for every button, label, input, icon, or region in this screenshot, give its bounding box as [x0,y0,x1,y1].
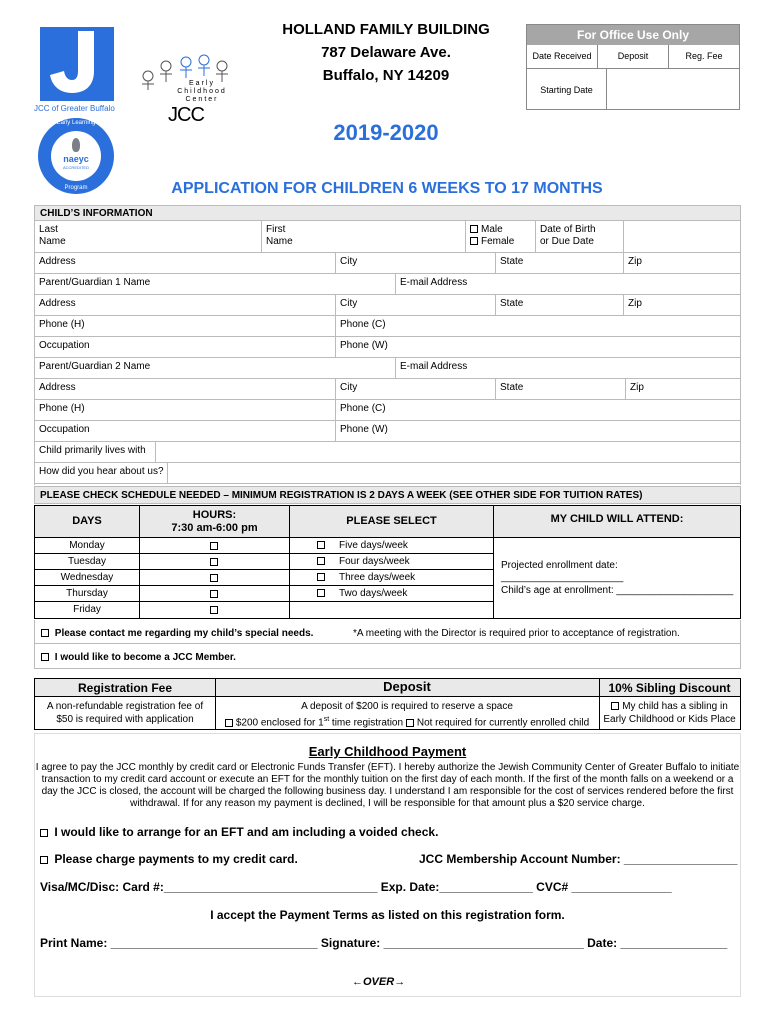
day-label: Monday [69,540,105,551]
eft-checkbox[interactable]: I would like to arrange for an EFT and am including a voided check. [40,825,438,839]
fees-table [34,678,741,730]
special-needs-checkbox[interactable]: Please contact me regarding my child’s special needs. [41,628,313,640]
arrow-left-icon: ← [352,976,363,988]
last-name-label: Last Name [39,224,66,247]
date-received-field[interactable]: Date Received [527,45,598,68]
school-year: 2019-2020 [333,120,439,145]
starting-date-field[interactable]: Starting Date [527,69,607,109]
pg2-phone-c-field[interactable]: Phone (C) [335,400,740,420]
please-select-header: PLEASE SELECT [289,506,493,537]
deposit-field[interactable]: Deposit [598,45,669,68]
female-checkbox[interactable]: Female [470,236,535,248]
pg2-phone-h-field[interactable]: Phone (H) [39,403,85,414]
lives-with-input[interactable] [155,442,740,462]
pg2-email-field[interactable]: E-mail Address [395,358,740,378]
pg2-name-field[interactable]: Parent/Guardian 2 Name [39,361,151,372]
pg2-state-field[interactable]: State [495,379,625,399]
last-name-input[interactable] [73,221,261,252]
schedule-option[interactable] [289,586,493,602]
card-info-fields[interactable]: Visa/MC/Disc: Card #:________________________________ Exp. Date:______________ CVC# _______________ [40,880,672,894]
pg1-city-field[interactable]: City [335,295,495,315]
jcc-logo [40,27,114,101]
signature-fields[interactable]: Print Name: _______________________________ Signature: ______________________________ Date: ________________ [40,936,728,950]
day-label: Tuesday [68,556,106,567]
hear-about-label: How did you hear about us? [39,466,164,477]
pg2-zip-field[interactable]: Zip [625,379,740,399]
sibling-header: 10% Sibling Discount [608,681,731,695]
pg2-phone-w-field[interactable]: Phone (W) [335,421,740,441]
pg2-address-field[interactable]: Address [39,382,76,393]
day-label: Friday [73,604,101,615]
pg2-city-field[interactable]: City [335,379,495,399]
dob-label: Date of Birth or Due Date [535,221,623,252]
day-row [35,586,289,602]
deposit-enclosed-checkbox[interactable] [225,719,233,727]
gender-options [465,221,535,252]
option-label: Two days/week [339,588,408,599]
jcc-buffalo-label: JCC of Greater Buffalo [34,104,115,113]
meeting-note: *A meeting with the Director is required prior to acceptance of registration. [353,628,680,639]
dob-input[interactable] [623,221,740,252]
days-header: DAYS [35,506,139,537]
naeyc-top-text: Early Learning [56,120,96,126]
application-title: APPLICATION FOR CHILDREN 6 WEEKS TO 17 MONTHS [171,180,603,197]
not-required-checkbox[interactable] [406,719,414,727]
jcc-member-checkbox[interactable]: I would like to become a JCC Member. [41,652,236,664]
street: 787 Delaware Ave. [321,44,451,61]
membership-number-field[interactable]: JCC Membership Account Number: _________________ [419,852,738,866]
first-name-input[interactable] [297,221,465,252]
option-label: Five days/week [339,540,408,551]
day-label: Thursday [66,588,108,599]
credit-card-checkbox[interactable]: Please charge payments to my credit card. [40,852,298,866]
jcc-wordmark: JCC [168,104,204,126]
pg1-name-field[interactable]: Parent/Guardian 1 Name [39,277,151,288]
schedule-option[interactable] [289,538,493,554]
projected-enrollment-field[interactable]: Projected enrollment date: ______________________ [501,560,624,583]
payment-terms: I agree to pay the JCC monthly by credit card or Electronic Funds Transfer (EFT). I hereby authorize the Jewish Community Center of Greater Buffalo to initiate transaction to my credit card account or execute an EFT for the monthly tuition on the first day of each month. If the first of the month falls on a weekend or a day the JCC is closed, the account will be charged the following business day. I understand I am responsible for the cost of services rendered before the first withdrawal. If for any reason my payment is declined, I will be responsible for that amount plus a $20 service charge. [35,762,740,809]
state-field[interactable]: State [495,253,623,273]
day-checkbox[interactable] [139,538,289,554]
schedule-option[interactable] [289,554,493,570]
naeyc-bottom-text: Program [64,185,88,191]
reg-fee-field[interactable]: Reg. Fee [685,51,723,61]
office-title: For Office Use Only [527,25,739,45]
city-line: Buffalo, NY 14209 [322,67,450,84]
pg1-phone-h-field[interactable]: Phone (H) [39,319,85,330]
hear-about-input[interactable] [167,463,740,483]
child-info-heading: CHILD’S INFORMATION [34,205,741,221]
reg-fee-text: A non-refundable registration fee of $50 is required with application [46,701,204,725]
naeyc-leaf-icon [72,138,80,152]
pg1-zip-field[interactable]: Zip [623,295,740,315]
sibling-text: My child has a sibling in Early Childhood or Kids Place [603,701,736,725]
pg1-address-field[interactable]: Address [39,298,76,309]
first-name-label: First Name [261,221,297,252]
naeyc-sub: ACCREDITED [62,165,89,170]
address-field[interactable]: Address [39,256,76,267]
deposit-header: Deposit [383,679,431,694]
arrow-right-icon: → [394,976,406,988]
pg1-state-field[interactable]: State [495,295,623,315]
day-label: Wednesday [60,572,114,583]
lives-with-label: Child primarily lives with [39,445,146,456]
pg1-email-field[interactable]: E-mail Address [395,274,740,294]
day-checkbox[interactable] [139,602,289,618]
will-attend-header: MY CHILD WILL ATTEND: [493,506,740,537]
schedule-banner: PLEASE CHECK SCHEDULE NEEDED – MINIMUM REGISTRATION IS 2 DAYS A WEEK (SEE OTHER SIDE FOR TUITION RATES) [34,486,741,504]
pg2-occupation-field[interactable]: Occupation [39,424,90,435]
notes-section [34,620,741,669]
pg1-phone-w-field[interactable]: Phone (W) [335,337,740,357]
over-indicator: ←OVER→ [352,976,406,988]
day-row [35,602,289,618]
city-field[interactable]: City [335,253,495,273]
naeyc-name: naeyc [63,154,89,164]
day-checkbox[interactable] [139,554,289,570]
reg-fee-header: Registration Fee [77,681,173,695]
male-checkbox[interactable]: Male [470,224,535,236]
hours-header: HOURS: 7:30 am-6:00 pm [139,506,289,537]
ecc-text: Early Childhood Center [177,80,227,103]
accept-terms: I accept the Payment Terms as listed on this registration form. [210,908,565,922]
building-name: HOLLAND FAMILY BUILDING [282,21,490,38]
payment-title: Early Childhood Payment [308,744,467,759]
sibling-checkbox[interactable] [611,702,619,710]
form-header [0,0,770,200]
j-letter-icon [50,31,104,93]
day-row [35,570,289,586]
schedule-body [34,538,741,619]
deposit-text: A deposit of $200 is required to reserve a space $200 enclosed for 1st time registration Not required for currently enrolled child [215,700,599,729]
address-block [258,18,514,87]
child-info-grid [34,221,741,485]
option-label: Three days/week [339,572,416,583]
day-row [35,538,289,554]
child-age-field[interactable]: Child’s age at enrollment: _____________________ [501,585,734,596]
day-checkbox[interactable] [139,586,289,602]
day-checkbox[interactable] [139,570,289,586]
schedule-option[interactable] [289,570,493,586]
option-label: Four days/week [339,556,410,567]
zip-field[interactable]: Zip [623,253,740,273]
office-use-box [526,24,740,110]
day-row [35,554,289,570]
pg1-occupation-field[interactable]: Occupation [39,340,90,351]
pg1-phone-c-field[interactable]: Phone (C) [335,316,740,336]
schedule-header [34,505,741,538]
